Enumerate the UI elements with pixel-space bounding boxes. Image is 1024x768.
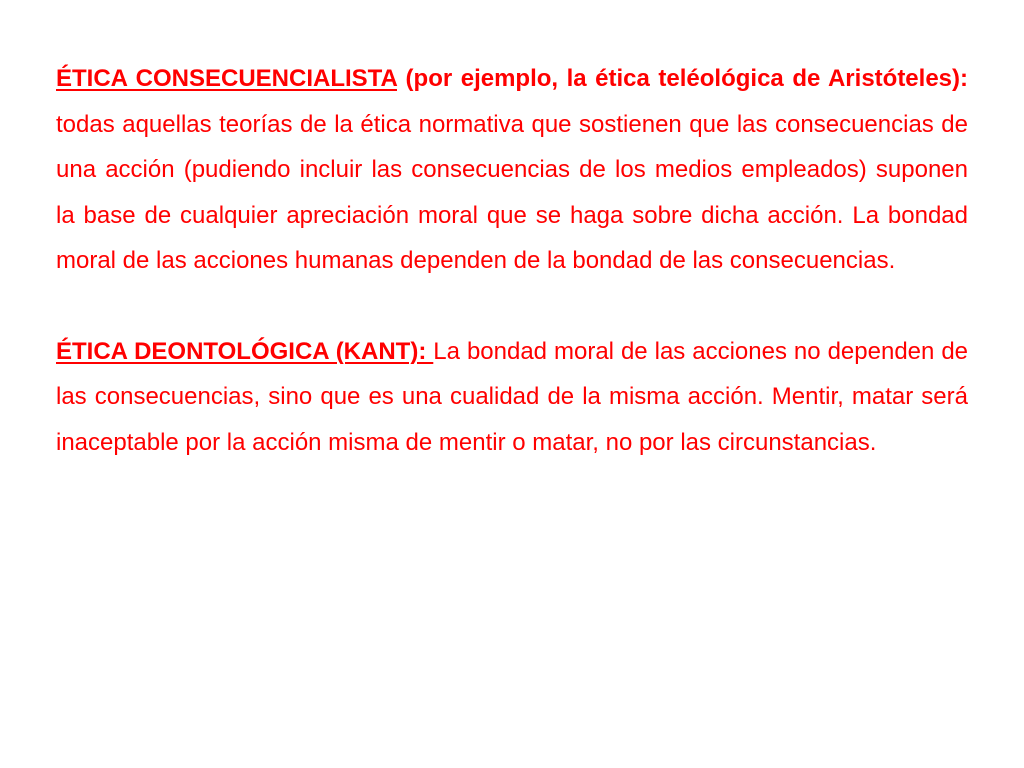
term-etica-consecuencialista: ÉTICA CONSECUENCIALISTA — [56, 65, 397, 92]
paragraph-consecuencialista — [56, 56, 968, 284]
paragraph-consecuencialista-body: todas aquellas teorías de la ética normativa que sostienen que las consecuencias de una acción (pudiendo incluir las consecuencias de los medios empleados) suponen la base de cualquier apreciación moral que se haga sobre dicha acción. La bondad moral de las acciones humanas dependen de la bondad de las consecuencias. — [56, 110, 968, 274]
paragraph-consecuencialista-lead: (por ejemplo, la ética teléológica de Aristóteles): — [397, 65, 969, 92]
paragraph-deontologica-body: La bondad moral de las acciones no dependen de las consecuencias, sino que es una cualidad de la misma acción. Mentir, matar será inaceptable por la acción misma de mentir o matar, no por las circunstancias. — [56, 337, 969, 456]
term-etica-deontologica: ÉTICA DEONTOLÓGICA (KANT): — [56, 337, 434, 365]
paragraph-deontologica — [56, 329, 968, 466]
